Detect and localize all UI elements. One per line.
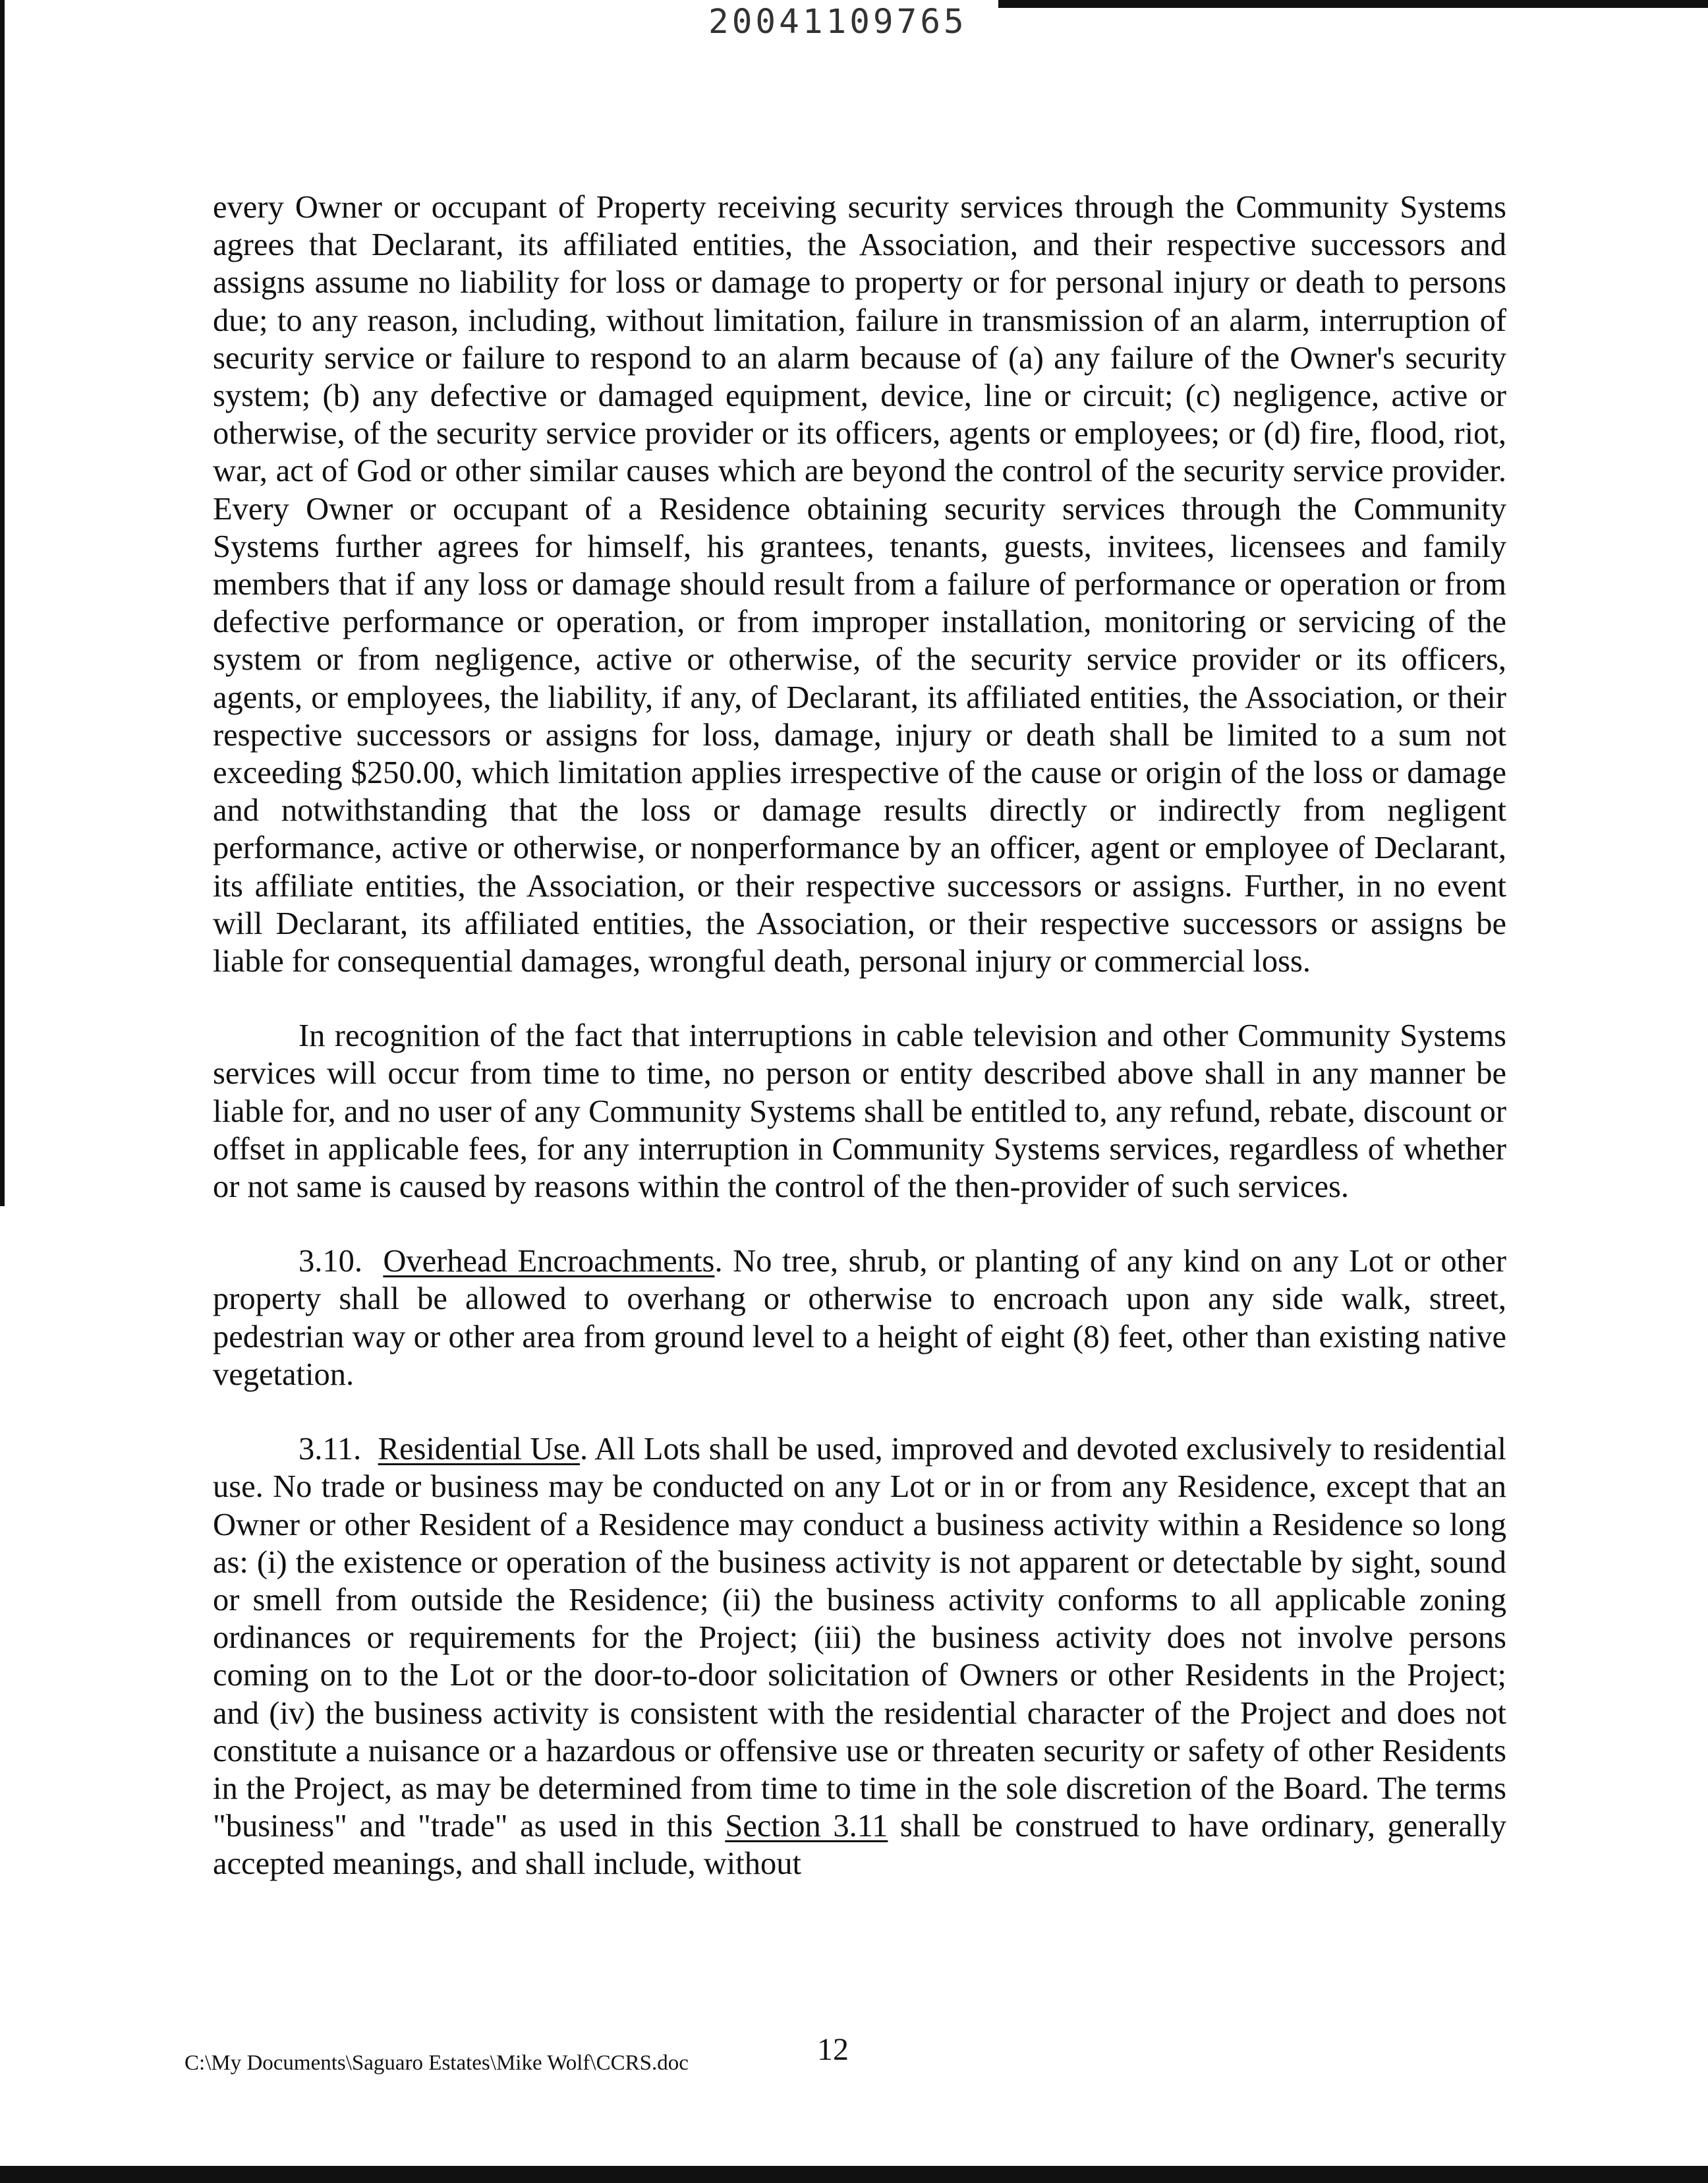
paragraph-service-interruptions: In recognition of the fact that interruptions in cable television and other Community Systems services will occur from time to time, no person or entity described above shall in any manner be liable for, and no user of any Community Systems shall be entitled to, any refund, rebate, discount or offset in applicable fees, for any interruption in Community Systems services, regardless of whether or not same is caused by reasons within the control of the then-provider of such services. <box>213 1018 1506 1205</box>
section-text-continued: shall be construed to have ordinary, generally accepted meanings, and shall include, without <box>213 1809 1506 1882</box>
scan-border-top <box>998 0 1708 8</box>
document-number: 20041109765 <box>708 3 967 42</box>
section-text: . No tree, shrub, or planting of any kind on any Lot or other property shall be allowed to overhang or otherwise to encroach upon any side walk, street, pedestrian way or other area from ground level to a height of eight (8) feet, other than existing native vegetation. <box>213 1244 1506 1392</box>
section-heading: Overhead Encroachments <box>383 1244 715 1279</box>
scan-border-left <box>0 0 5 1206</box>
section-3-11 <box>213 1430 1506 1882</box>
section-3-10 <box>213 1242 1506 1393</box>
section-heading: Residential Use <box>378 1432 580 1467</box>
section-number: 3.10. <box>299 1244 362 1279</box>
section-reference: Section 3.11 <box>725 1809 888 1844</box>
scan-border-bottom <box>0 2166 1708 2183</box>
section-number: 3.11. <box>299 1432 362 1467</box>
section-text: . All Lots shall be used, improved and devoted exclusively to residential use. No trade or business may be conducted on any Lot or in or from any Residence, except that an Owner or other Resident of a Residence may conduct a business activity within a Residence so long as: (i) the existence or operation of the business activity is not apparent or detectable by sight, sound or smell from outside the Residence; (ii) the business activity conforms to all applicable zoning ordinances or requirements for the Project; (iii) the business activity does not involve persons coming on to the Lot or the door-to-door solicitation of Owners or other Residents in the Project; and (iv) the business activity is consistent with the residential character of the Project and does not constitute a nuisance or a hazardous or offensive use or threaten security or safety of other Residents in the Project, as may be determined from time to time in the sole discretion of the Board. The terms "business" and "trade" as used in this <box>213 1432 1506 1844</box>
paragraph-security-liability: every Owner or occupant of Property receiving security services through the Community Systems agrees that Declarant, its affiliated entities, the Association, and their respective successors and assigns assume no liability for loss or damage to property or for personal injury or death to persons due; to any reason, including, without limitation, failure in transmission of an alarm, interruption of security service or failure to respond to an alarm because of (a) any failure of the Owner's security system; (b) any defective or damaged equipment, device, line or circuit; (c) negligence, active or otherwise, of the security service provider or its officers, agents or employees; or (d) fire, flood, riot, war, act of God or other similar causes which are beyond the control of the security service provider. Every Owner or occupant of a Residence obtaining security services through the Community Systems further agrees for himself, his grantees, tenants, guests, invitees, licensees and family members that if any loss or damage should result from a failure of performance or operation or from defective performance or operation, or from improper installation, monitoring or servicing of the system or from negligence, active or otherwise, of the security service provider or its officers, agents, or employees, the liability, if any, of Declarant, its affiliated entities, the Association, or their respective successors or assigns for loss, damage, injury or death shall be limited to a sum not exceeding $250.00, which limitation applies irrespective of the cause or origin of the loss or damage and notwithstanding that the loss or damage results directly or indirectly from negligent performance, active or otherwise, or nonperformance by an officer, agent or employee of Declarant, its affiliate entities, the Association, or their respective successors or assigns. Further, in no event will Declarant, its affiliated entities, the Association, or their respective successors or assigns be liable for consequential damages, wrongful death, personal injury or commercial loss. <box>213 190 1506 979</box>
file-path: C:\My Documents\Saguaro Estates\Mike Wolf\CCRS.doc <box>185 2051 689 2075</box>
page-number: 12 <box>817 2032 849 2067</box>
document-body <box>213 189 1506 1920</box>
